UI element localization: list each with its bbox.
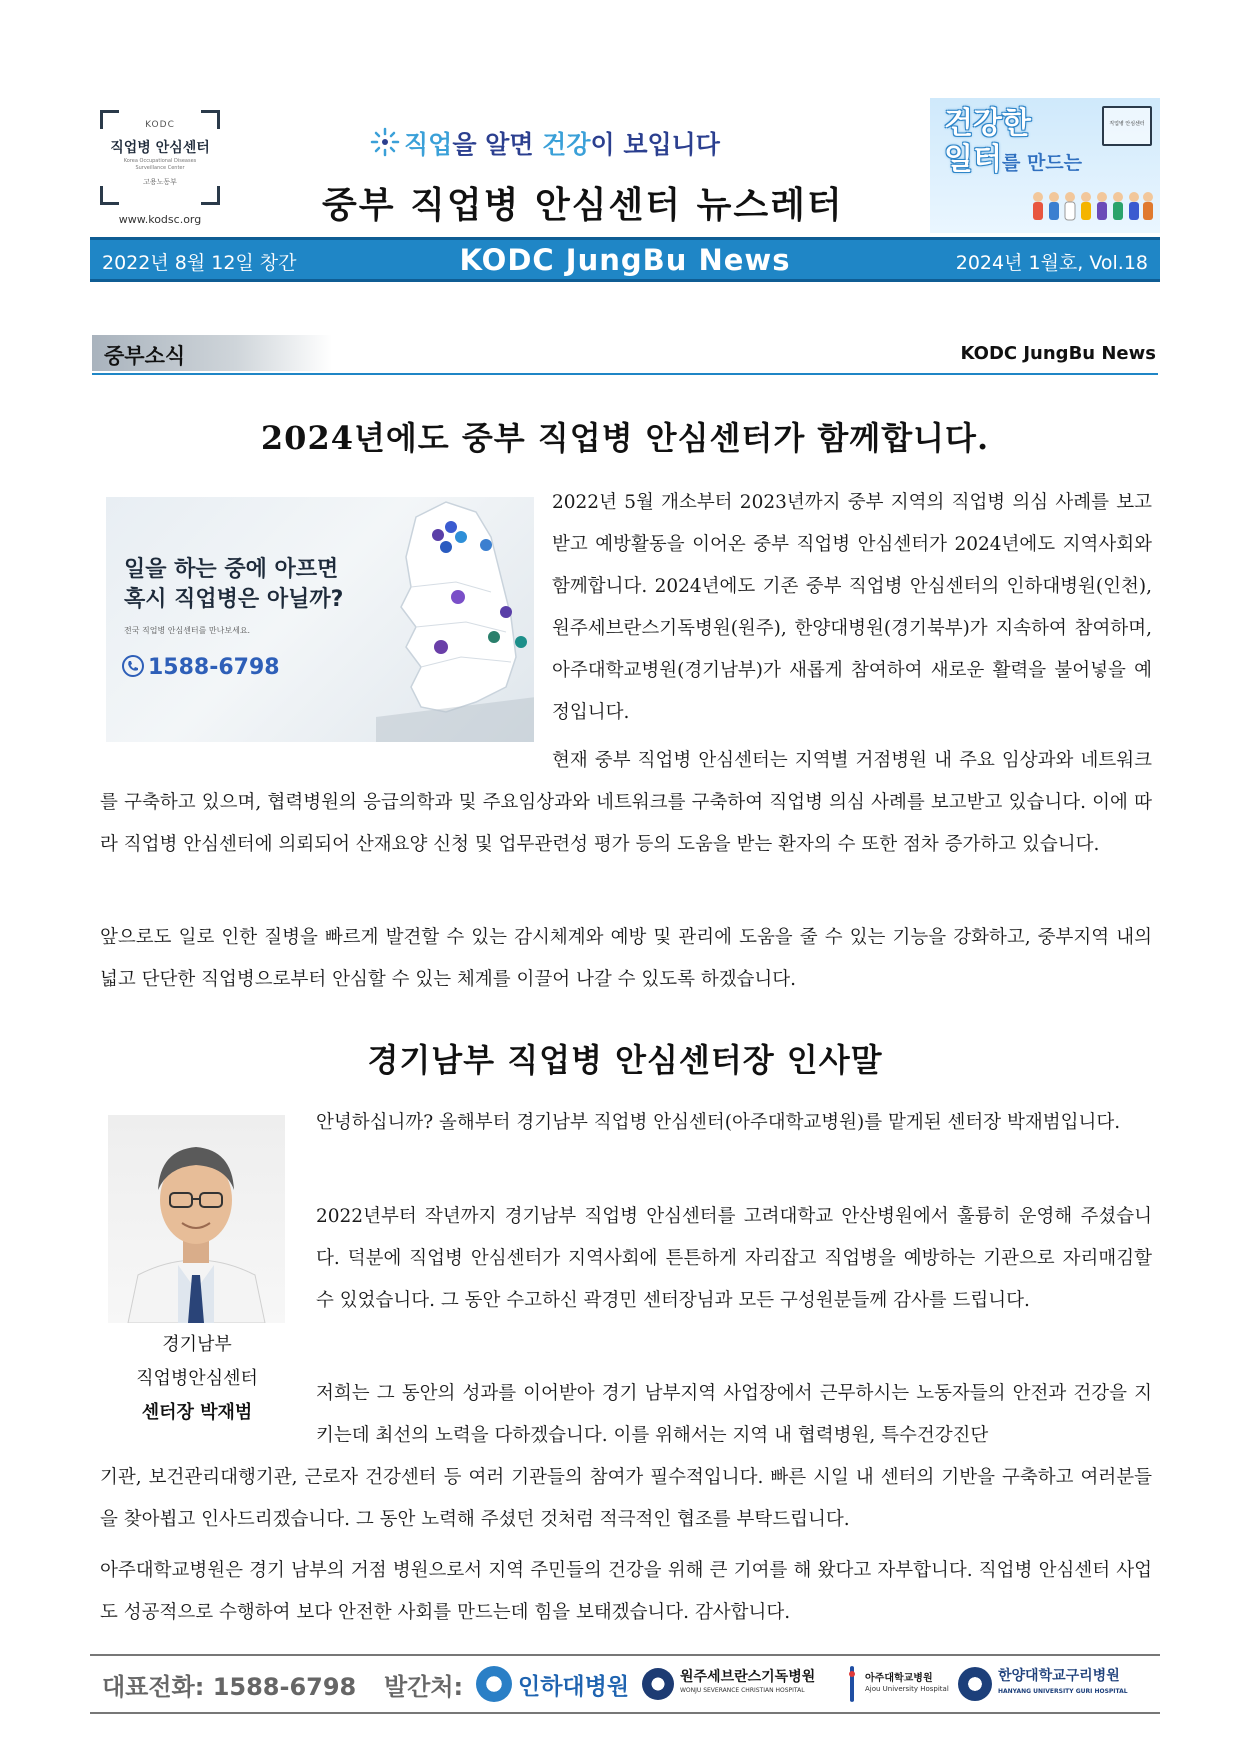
image-question-line1: 일을 하는 중에 아프면 [124,557,339,582]
promo-line1: 건강한 [944,106,1031,141]
wonju-emblem-icon [642,1668,674,1700]
newsletter-title: 중부 직업병 안심센터 뉴스레터 [322,185,844,226]
website-url[interactable]: www.kodsc.org [118,213,202,226]
hospital-wonju-english: WONJU SEVERANCE CHRISTIAN HOSPITAL [680,1687,805,1694]
hospital-wonju-name: 원주세브란스기독병원 [680,1669,816,1685]
founded-date: 2022년 8월 12일 창간 [102,252,297,274]
logo-ministry: 고용노동부 [143,178,177,186]
hospital-inha-name: 인하대병원 [518,1673,630,1700]
article2-paragraph3-continued: 기관, 보건관리대행기관, 근로자 건강센터 등 여러 기관들의 참여가 필수적입니다. 빠른 시일 내 센터의 기반을 구축하고 여러분들을 찾아뵙고 인사드리겠습니다. 그 동안 노력해 주셨던 것처럼 적극적인 협조를 부탁드립니다. [100,1467,1152,1530]
logo-center-name: 직업병 안심센터 [110,140,210,156]
article1-paragraph1: 2022년 5월 개소부터 2023년까지 중부 지역의 직업병 의심 사례를 보고받고 예방활동을 이어온 중부 직업병 안심센터가 2024년에도 지역사회와 함께합니다. 2024년에도 기존 중부 직업병 안심센터의 인하대병원(인천), 원주세브란스기독병원(원주), 한양대병원(경기북부)가 지속하여 참여하며, 아주대학교병원(경기남부)가 새롭게 참여하여 새로운 활력을 불어넣을 예정입니다. [552,492,1152,723]
section-right-label: KODC JungBu News [960,343,1156,364]
article1-paragraph3: 앞으로도 일로 인한 질병을 빠르게 발견할 수 있는 감시체계와 예방 및 관리에 도움을 줄 수 있는 기능을 강화하고, 중부지역 내의 넓고 단단한 직업병으로부터 안심할 수 있는 체계를 이끌어 나갈 수 있도록 하겠습니다. [100,927,1152,990]
article2-paragraph3: 저희는 그 동안의 성과를 이어받아 경기 남부지역 사업장에서 근무하시는 노동자들의 안전과 건강을 지키는데 최선의 노력을 다하겠습니다. 이를 위해서는 지역 내 협력병원, 특수건강진단 [316,1383,1152,1446]
portrait-illustration [108,1115,285,1323]
section-header [92,335,1158,375]
logo-kodc-text: KODC [145,120,175,130]
people-illustration [1030,187,1155,227]
center-map-image [106,497,534,742]
article2-title: 경기남부 직업병 안심센터장 인사말 [367,1041,883,1079]
kodc-logo [100,110,220,205]
slogan-part4: 이 보입니다 [590,130,720,159]
footer [90,1654,1160,1714]
hospital-hanyang-name-block [998,1669,1128,1699]
hospital-ajou-english: Ajou University Hospital [865,1685,949,1693]
portrait-caption [100,1328,294,1430]
caption-line2: 직업병안심센터 [136,1368,258,1389]
hospital-hanyang-name: 한양대학교구리병원 [998,1668,1120,1684]
hospital-hanyang[interactable] [958,1662,1128,1706]
phone-icon [122,655,144,677]
promo-line2: 일터 [944,142,1002,177]
promo-line2-suffix: 를 만드는 [1001,152,1082,174]
article2-paragraph1: 안녕하십니까? 올해부터 경기남부 직업병 안심센터(아주대학교병원)를 맡게된 센터장 박재범입니다. [316,1112,1121,1133]
slogan-part1: 직업 [404,130,453,159]
footer-phone[interactable]: 대표전화: 1588-6798 [102,1673,357,1701]
article2-paragraph4: 아주대학교병원은 경기 남부의 거점 병원으로서 지역 주민들의 건강을 위해 큰 기여를 해 왔다고 자부합니다. 직업병 안심센터 사업도 성공적으로 수행하여 보다 안전한 사회를 만드는데 힘을 보태겠습니다. 감사합니다. [100,1560,1152,1623]
image-question [124,555,343,615]
inha-emblem-icon [476,1666,512,1702]
caption-line1: 경기남부 [162,1334,232,1355]
ajou-emblem-icon [843,1666,861,1702]
caption-line3: 센터장 박재범 [141,1402,253,1423]
logo-english-name: Korea Occupational Diseases Surveillance Center [123,158,197,171]
footer-publisher-label: 발간처: [384,1673,464,1701]
hospital-ajou[interactable] [843,1662,949,1706]
issue-number: 2024년 1월호, Vol.18 [955,252,1148,274]
image-phone-number: 1588-6798 [148,655,280,680]
hanyang-emblem-icon [958,1667,992,1701]
hospital-inha[interactable] [476,1662,629,1706]
promo-text [944,106,1082,181]
director-portrait [108,1115,285,1323]
article1-title: 2024년에도 중부 직업병 안심센터가 함께합니다. [260,419,990,457]
hospital-ajou-name-block [865,1673,949,1695]
article2-paragraph2: 2022년부터 작년까지 경기남부 직업병 안심센터를 고려대학교 안산병원에서 훌륭히 운영해 주셨습니다. 덕분에 직업병 안심센터가 지역사회에 튼튼하게 자리잡고 직업병을 예방하는 기관으로 자리매김할 수 있었습니다. 그 동안 수고하신 곽경민 센터장님과 모든 구성원분들께 감사를 드립니다. [316,1206,1152,1311]
slogan-part2: 을 알면 [452,130,543,159]
issue-bar [90,237,1160,282]
image-phone [122,655,280,680]
sparkle-icon [370,127,400,157]
hospital-hanyang-english: HANYANG UNIVERSITY GURI HOSPITAL [998,1688,1128,1695]
hospital-wonju-name-block [680,1670,815,1698]
hospital-wonju[interactable] [642,1662,815,1706]
promo-badge: 직업병 안심센터 [1102,106,1152,146]
bar-title: KODC JungBu News [459,243,791,277]
section-tag: 중부소식 [92,335,332,371]
image-subtitle: 전국 직업병 안심센터를 만나보세요. [124,626,251,635]
image-question-line2: 혹시 직업병은 아닐까? [124,587,344,612]
promo-banner [930,98,1160,233]
article1-paragraph2: 현재 중부 직업병 안심센터는 지역별 거점병원 내 주요 임상과와 네트워크를 구축하고 있으며, 협력병원의 응급의학과 및 주요임상과와 네트워크를 구축하여 직업병 의심 사례를 보고받고 있습니다. 이에 따라 직업병 안심센터에 의뢰되어 산재요양 신청 및 업무관련성 평가 등의 도움을 받는 환자의 수 또한 점차 증가하고 있습니다. [100,750,1152,855]
hospital-ajou-name: 아주대학교병원 [865,1673,933,1684]
slogan-part3: 건강 [542,130,591,159]
slogan [370,125,720,161]
korea-map-illustration [376,497,534,742]
